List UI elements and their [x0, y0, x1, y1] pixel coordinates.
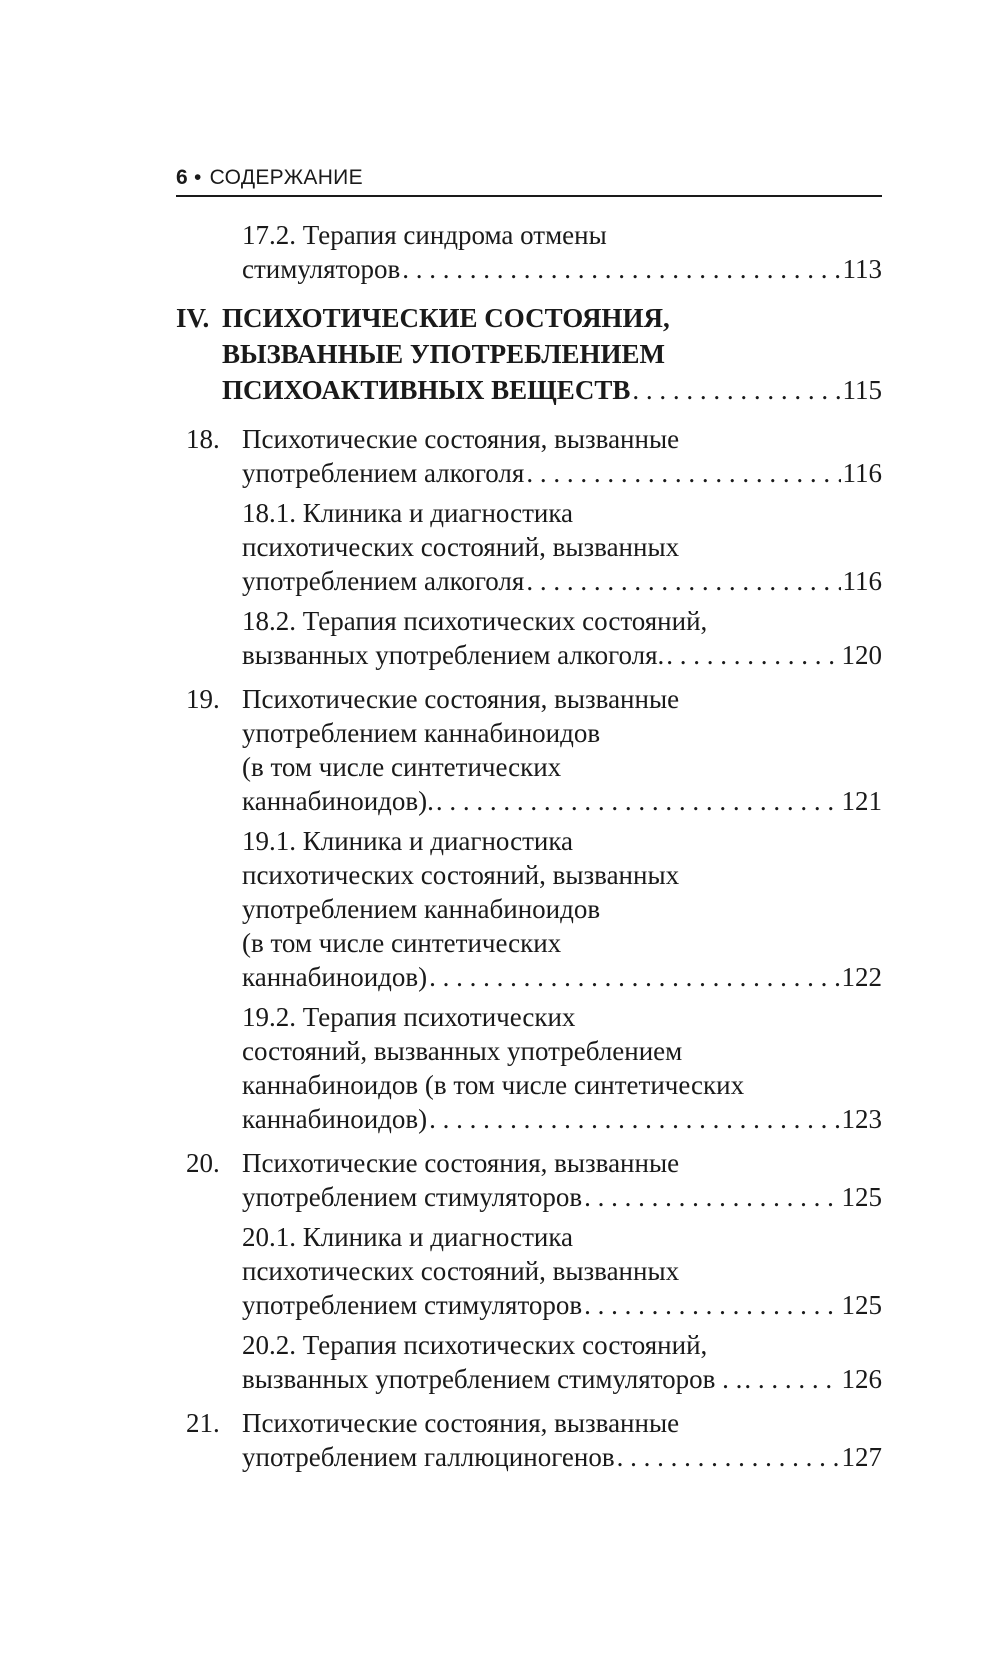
toc-entry-18-1: [176, 496, 882, 598]
toc-line: 20.2. Терапия психотических состояний,: [242, 1330, 708, 1360]
toc-line: [176, 1440, 882, 1474]
toc-text: Психотические состояния, вызванные: [242, 424, 680, 454]
dot-leader: [617, 1440, 840, 1474]
page-number: 6: [176, 166, 188, 189]
header-rule: [176, 195, 882, 197]
toc-line: 17.2. Терапия синдрома отмены: [242, 220, 607, 250]
toc-line: [242, 1102, 882, 1136]
toc-chapter-20: [176, 1146, 882, 1214]
toc-page-number: 127: [841, 1442, 882, 1472]
toc-entry-18-2: [176, 604, 882, 672]
chapter-number: 19.: [186, 684, 220, 714]
toc-line: 19.2. Терапия психотических: [242, 1002, 576, 1032]
toc-text: употреблением галлюциногенов: [242, 1442, 615, 1472]
toc-line: 18.1. Клиника и диагностика: [242, 498, 574, 528]
dot-leader: [429, 960, 839, 994]
toc-entry-19-2: [176, 1000, 882, 1136]
toc-text: каннабиноидов).: [242, 786, 434, 816]
toc-line: [242, 1362, 882, 1396]
toc-line: состояний, вызванных употреблением: [242, 1036, 683, 1066]
toc-chapter-19: [176, 682, 882, 818]
toc-page-number: 116: [842, 458, 882, 488]
toc-line: [242, 564, 882, 598]
bullet-separator: •: [193, 166, 202, 189]
toc-line: [176, 456, 882, 490]
toc-entry-20-1: [176, 1220, 882, 1322]
toc-line: [176, 784, 882, 818]
toc-line: [176, 372, 882, 408]
toc-line: употреблением каннабиноидов: [242, 718, 601, 748]
toc-line: каннабиноидов (в том числе синтетических: [242, 1070, 745, 1100]
part-number: IV.: [176, 303, 210, 333]
toc-text: каннабиноидов): [242, 1104, 428, 1134]
toc-line: [176, 1146, 882, 1180]
table-of-contents: [176, 214, 882, 1480]
dot-leader: [584, 1288, 839, 1322]
toc-text: употреблением алкоголя: [242, 566, 525, 596]
toc-line: психотических состояний, вызванных: [242, 1256, 680, 1286]
toc-line: [242, 252, 882, 286]
toc-chapter-18: [176, 422, 882, 490]
toc-page-number: 125: [841, 1182, 882, 1212]
dot-leader: [744, 1362, 839, 1396]
toc-line: [176, 682, 882, 716]
toc-text: ПСИХОАКТИВНЫХ ВЕЩЕСТВ: [222, 375, 631, 405]
toc-line: 18.2. Терапия психотических состояний,: [242, 606, 708, 636]
toc-text: стимуляторов: [242, 254, 401, 284]
dot-leader: [526, 564, 840, 598]
toc-line: [242, 638, 882, 672]
toc-line: психотических состояний, вызванных: [242, 532, 680, 562]
toc-line: [176, 300, 882, 336]
toc-line: (в том числе синтетических: [242, 928, 562, 958]
toc-entry-19-1: [176, 824, 882, 994]
dot-leader: [429, 1102, 839, 1136]
toc-line: 19.1. Клиника и диагностика: [242, 826, 574, 856]
toc-text: Психотические состояния, вызванные: [242, 684, 680, 714]
toc-line: ВЫЗВАННЫЕ УПОТРЕБЛЕНИЕМ: [222, 339, 665, 369]
toc-part-iv: [176, 300, 882, 408]
toc-text: употреблением стимуляторов: [242, 1182, 583, 1212]
section-title: СОДЕРЖАНИЕ: [209, 166, 363, 189]
toc-text: употреблением алкоголя: [242, 458, 525, 488]
toc-line: [242, 1288, 882, 1322]
dot-leader: [436, 784, 840, 818]
toc-page-number: 115: [842, 375, 882, 405]
toc-line: употреблением каннабиноидов: [242, 894, 601, 924]
toc-page-number: 125: [841, 1290, 882, 1320]
toc-line: [176, 1406, 882, 1440]
toc-text: вызванных употреблением стимуляторов . .: [242, 1364, 743, 1394]
toc-line: (в том числе синтетических: [242, 752, 562, 782]
toc-text: вызванных употреблением алкоголя.: [242, 640, 665, 670]
toc-line: [242, 960, 882, 994]
toc-page-number: 123: [841, 1104, 882, 1134]
dot-leader: [632, 372, 840, 408]
toc-page-number: 120: [841, 640, 882, 670]
running-head: [176, 166, 363, 190]
toc-line: 20.1. Клиника и диагностика: [242, 1222, 574, 1252]
toc-line: психотических состояний, вызванных: [242, 860, 680, 890]
toc-page-number: 122: [841, 962, 882, 992]
toc-chapter-21: [176, 1406, 882, 1474]
toc-entry-17-2: [176, 218, 882, 286]
toc-page-number: 121: [841, 786, 882, 816]
toc-page-number: 116: [842, 566, 882, 596]
toc-text: Психотические состояния, вызванные: [242, 1408, 680, 1438]
dot-leader: [584, 1180, 839, 1214]
toc-page-number: 113: [842, 254, 882, 284]
dot-leader: [526, 456, 840, 490]
chapter-number: 18.: [186, 424, 220, 454]
toc-text: употреблением стимуляторов: [242, 1290, 583, 1320]
toc-text: Психотические состояния, вызванные: [242, 1148, 680, 1178]
toc-line: [176, 422, 882, 456]
toc-line: [176, 1180, 882, 1214]
dot-leader: [402, 252, 840, 286]
toc-page-number: 126: [841, 1364, 882, 1394]
toc-text: каннабиноидов): [242, 962, 428, 992]
toc-text: ПСИХОТИЧЕСКИЕ СОСТОЯНИЯ,: [222, 303, 670, 333]
chapter-number: 21.: [186, 1408, 220, 1438]
toc-entry-20-2: [176, 1328, 882, 1396]
dot-leader: [666, 638, 839, 672]
chapter-number: 20.: [186, 1148, 220, 1178]
